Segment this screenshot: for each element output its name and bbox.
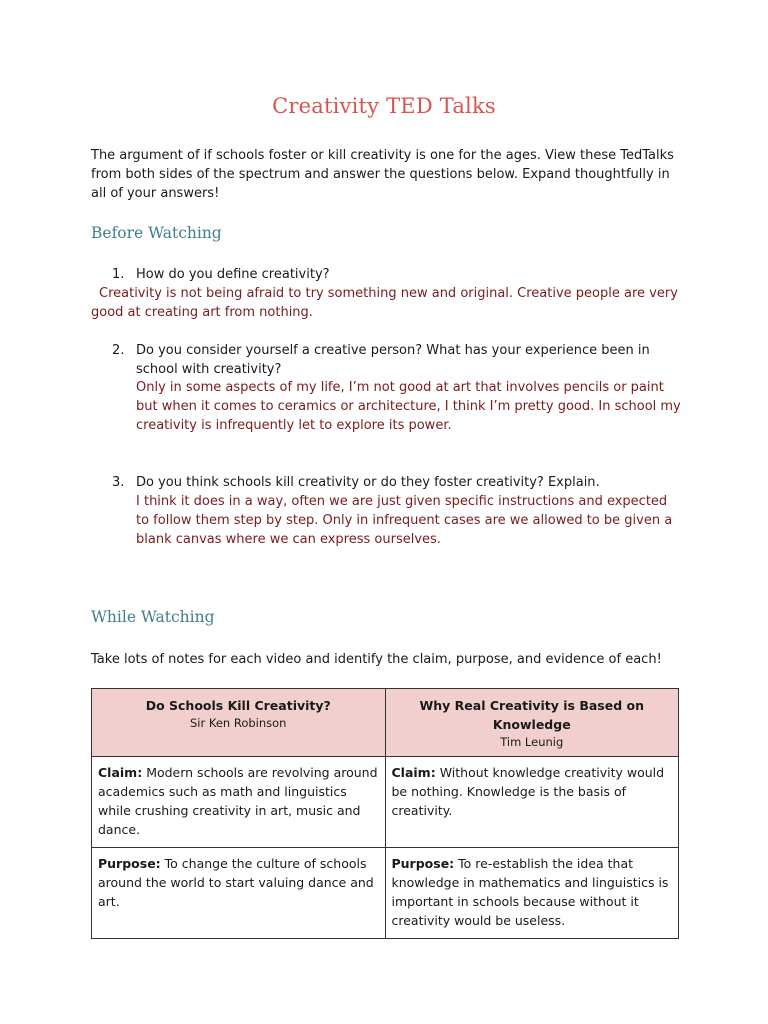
answer-2: Only in some aspects of my life, I’m not good at art that involves pencils or paint but when it comes to ceramics or architecture, I think I’m pretty good. In school my creativity is infrequently let to explore its power. [136,380,681,433]
column-header-robinson [92,689,386,757]
notes-table [91,688,679,939]
column-title: Why Real Creativity is Based on Knowledge [419,698,645,732]
table-header-row [92,689,679,757]
table-row [92,848,679,939]
intro-paragraph: The argument of if schools foster or kill creativity is one for the ages. View these TedTalks from both sides of the spectrum and answer the questions below. Expand thoughtfully in all of your answers! [91,148,674,201]
row-label: Purpose: [391,856,455,871]
claim-cell-robinson [92,757,386,848]
question-text: Do you consider yourself a creative person? What has your experience been in school with creativity? [136,343,650,377]
question-number: 3. [112,475,125,490]
page-title: Creativity TED Talks [272,94,496,118]
answer-1: Creativity is not being afraid to try something new and original. Creative people are very good at creating art from nothing. [91,286,678,320]
notes-instructions: Take lots of notes for each video and identify the claim, purpose, and evidence of each! [91,652,662,667]
question-number: 2. [112,343,125,358]
purpose-cell-leunig [385,848,679,939]
column-title: Do Schools Kill Creativity? [145,698,331,713]
before-watching-heading: Before Watching [91,224,222,242]
row-label: Claim: [391,765,436,780]
cell-text: Without knowledge creativity would be nothing. Knowledge is the basis of creativity. [391,765,665,818]
purpose-cell-robinson [92,848,386,939]
row-label: Claim: [98,765,143,780]
claim-cell-leunig [385,757,679,848]
question-text: How do you define creativity? [136,267,330,282]
cell-text: Modern schools are revolving around academics such as math and linguistics while crushing creativity in art, music and dance. [98,765,378,837]
cell-text: To re-establish the idea that knowledge in mathematics and linguistics is important in schools because without it creativity would be useless. [391,856,669,928]
table-row [92,757,679,848]
column-speaker: Sir Ken Robinson [190,716,287,730]
answer-3: I think it does in a way, often we are just given specific instructions and expected to follow them step by step. Only in infrequent cases are we allowed to be given a blank canvas where we can express ourselves. [136,494,673,547]
column-speaker: Tim Leunig [500,735,564,749]
cell-text: To change the culture of schools around the world to start valuing dance and art. [98,856,374,909]
question-number: 1. [112,267,125,282]
column-header-leunig [385,689,679,757]
while-watching-heading: While Watching [91,608,215,626]
question-text: Do you think schools kill creativity or do they foster creativity? Explain. [136,475,600,490]
row-label: Purpose: [98,856,161,871]
